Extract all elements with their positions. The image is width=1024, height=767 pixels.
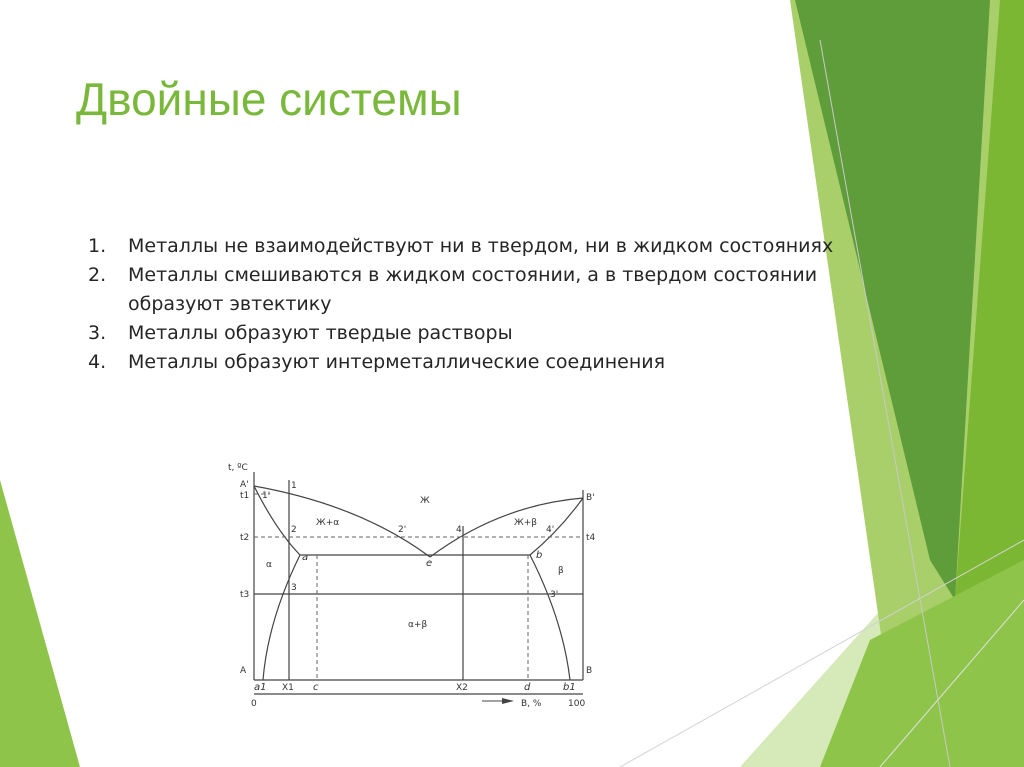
label-x1: X1	[282, 683, 294, 693]
label-t3: t3	[240, 590, 250, 600]
point-4: 4	[456, 525, 462, 535]
axis-max: 100	[568, 699, 586, 709]
b-axis-label: B, %	[521, 699, 542, 709]
point-2-prime: 2'	[398, 525, 407, 535]
region-liquid-beta: Ж+β	[514, 518, 537, 528]
list-number: 3.	[88, 322, 107, 344]
label-a-prime: A'	[240, 480, 249, 490]
point-a: a	[302, 552, 309, 563]
list-text: Металлы образуют интерметаллические соединения	[128, 351, 666, 373]
region-beta: β	[558, 566, 564, 576]
solvus-right	[530, 555, 570, 680]
label-x2: X2	[456, 683, 468, 693]
t-axis-label: t, ºC	[228, 463, 248, 473]
point-1-prime: 1'	[262, 491, 271, 501]
list-number: 1.	[88, 235, 107, 257]
label-t4: t4	[586, 533, 596, 543]
list-item	[88, 319, 848, 348]
label-b: B	[586, 666, 593, 676]
slide-title: Двойные системы	[76, 73, 462, 125]
region-liquid: Ж	[420, 496, 430, 506]
point-c: c	[313, 682, 319, 693]
liquidus-right	[430, 498, 583, 557]
point-e: e	[426, 558, 433, 569]
point-2: 2	[291, 525, 297, 535]
list-item	[88, 232, 848, 261]
label-b-prime: B'	[586, 493, 595, 503]
list-number: 2.	[88, 264, 107, 286]
solvus-left	[263, 555, 300, 680]
list-text: Металлы смешиваются в жидком состоянии, а в твердом состоянии образуют эвтектику	[128, 264, 818, 315]
point-3: 3	[291, 583, 297, 593]
list-number: 4.	[88, 351, 107, 373]
region-alpha-beta: α+β	[408, 620, 428, 630]
point-4-prime: 4'	[546, 525, 555, 535]
point-b: b	[536, 550, 543, 561]
point-b1: b1	[563, 682, 576, 693]
point-a1: a1	[254, 682, 267, 693]
systems-list	[88, 232, 848, 377]
list-item	[88, 261, 848, 319]
point-3-prime: 3'	[550, 590, 559, 600]
region-alpha: α	[266, 560, 272, 570]
point-d: d	[524, 682, 531, 693]
list-text: Металлы не взаимодействуют ни в твердом, ни в жидком состояниях	[128, 235, 834, 257]
label-t1: t1	[240, 491, 250, 501]
phase-diagram	[222, 455, 612, 717]
axis-min: 0	[251, 699, 257, 709]
list-text: Металлы образуют твердые растворы	[128, 322, 513, 344]
solidus-right	[530, 498, 583, 555]
point-1: 1	[291, 481, 297, 491]
liquidus-left	[254, 486, 430, 557]
solidus-left	[254, 486, 300, 555]
left-green-triangle	[0, 480, 80, 767]
label-t2: t2	[240, 533, 250, 543]
region-liquid-alpha: Ж+α	[316, 518, 340, 528]
label-a: A	[240, 666, 247, 676]
list-item	[88, 348, 848, 377]
